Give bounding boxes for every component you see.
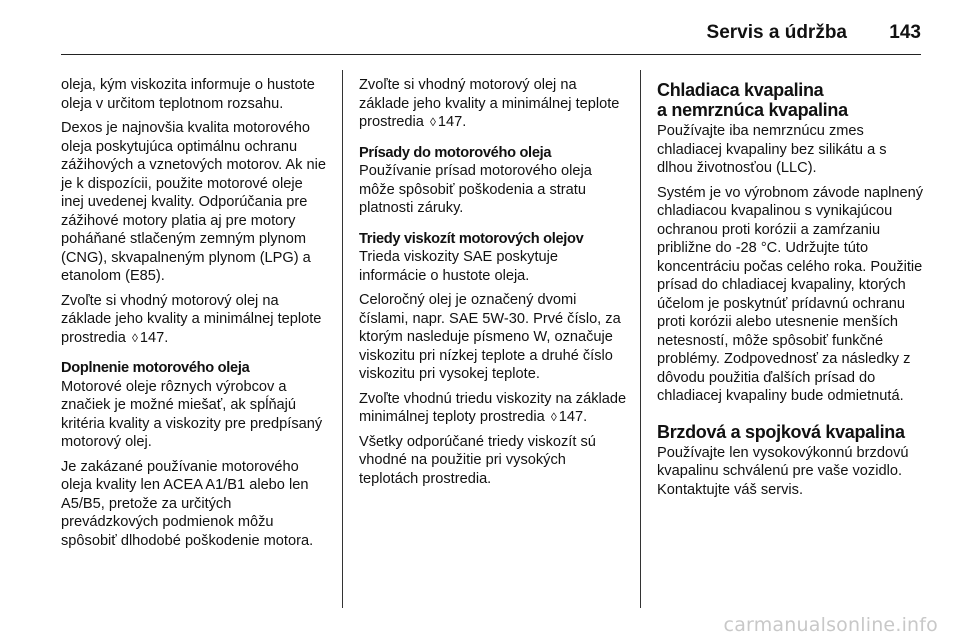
paragraph: Všetky odporúčané triedy viskozít sú vhodné na použitie pri vysokých teplotách prostredia. bbox=[359, 433, 596, 487]
page-ref[interactable]: 147. bbox=[437, 114, 467, 130]
page-ref-icon: ◊ bbox=[131, 330, 138, 345]
header-divider bbox=[61, 54, 921, 55]
page-header bbox=[0, 21, 960, 45]
column-divider-1 bbox=[342, 70, 343, 608]
page-ref-icon: ◊ bbox=[550, 410, 557, 424]
page-ref[interactable]: 147. bbox=[558, 409, 588, 425]
watermark-logo: carmanualsonline.info bbox=[723, 614, 938, 636]
paragraph: Dexos je najnovšia kvalita motorového oleja poskytujúca optimálnu ochranu zážihových a vznetových motorov. Ak nie je k dispozícii, použite motorové oleje inej uvedenej kvality. Odporúčania pre zážihové motory platia aj pre motory poháňané stlačeným zemným plynom (CNG), skvapalneným plynom (LPG) a etanolom (E85). bbox=[61, 120, 326, 284]
paragraph: Celoročný olej je označený dvomi číslami, napr. SAE 5W-30. Prvé číslo, za ktorým nasleduje písmeno W, označuje viskozitu pri nízkej teplote a druhé číslo viskozitu pri vysokej teplote. bbox=[359, 292, 621, 382]
heading-line: a nemrznúca kvapalina bbox=[657, 100, 848, 120]
paragraph: Systém je vo výrobnom závode naplnený chladiacou kvapalinou s vynikajúcou ochranou proti korózii a zamŕzaniu približne do -28 °C. Udržujte túto koncentráciu počas celého roka. Použitie prísad do chladiacej kvapaliny, ktorých účelom je poskytnúť prídavnú ochranu proti korózii alebo utesnenie menších netesností, môže spôsobiť funkčné problémy. Zodpovednosť za následky z dôvodu použitia ďalších prísad do chladiacej kvapaliny bude odmietnutá. bbox=[657, 184, 924, 404]
section-heading-coolant bbox=[657, 80, 925, 120]
page-ref[interactable]: 147. bbox=[139, 329, 169, 346]
subheading: Doplnenie motorového oleja bbox=[61, 360, 250, 376]
paragraph-text: Zvoľte si vhodný motorový olej na základe jeho kvality a minimálnej teplote prostredia bbox=[61, 292, 322, 346]
subheading: Triedy viskozít motorových olejov bbox=[359, 230, 584, 247]
paragraph: Používanie prísad motorového oleja môže spôsobiť poškodenia a stratu platnosti záruky. bbox=[359, 163, 592, 216]
paragraph-with-ref bbox=[61, 292, 329, 348]
page-number: 143 bbox=[889, 22, 921, 43]
column-1 bbox=[61, 76, 329, 556]
heading-line: Chladiaca kvapalina bbox=[657, 80, 824, 100]
section-heading-brake-fluid: Brzdová a spojková kvapalina bbox=[657, 421, 905, 442]
page-ref-icon: ◊ bbox=[429, 115, 436, 129]
subheading: Prísady do motorového oleja bbox=[359, 144, 552, 161]
paragraph-text: Zvoľte vhodnú triedu viskozity na základe minimálnej teploty prostredia bbox=[359, 390, 627, 425]
section-title: Servis a údržba bbox=[706, 22, 847, 43]
paragraph-text: Zvoľte si vhodný motorový olej na základe jeho kvality a minimálnej teplote prostredia bbox=[359, 77, 620, 130]
paragraph: Používajte iba nemrznúcu zmes chladiacej kvapaliny bez silikátu a s dlhou životnosťou (LLC). bbox=[657, 123, 887, 176]
column-divider-2 bbox=[640, 70, 641, 608]
column-2 bbox=[359, 76, 627, 494]
column-3 bbox=[657, 80, 925, 505]
paragraph: oleja, kým viskozita informuje o hustote oleja v určitom teplotnom rozsahu. bbox=[61, 77, 315, 112]
paragraph-with-ref bbox=[359, 390, 627, 427]
paragraph-with-ref bbox=[359, 76, 627, 132]
paragraph: Je zakázané používanie motorového oleja kvality len ACEA A1/B1 alebo len A5/B5, pretože za určitých prevádzkových podmienok môžu spôsobiť dlhodobé poškodenie motora. bbox=[61, 458, 314, 549]
paragraph: Trieda viskozity SAE poskytuje informácie o hustote oleja. bbox=[359, 249, 558, 284]
paragraph: Motorové oleje rôznych výrobcov a značiek je možné miešať, ak spĺňajú kritéria kvality a viskozity pre predpísaný motorový olej. bbox=[61, 378, 323, 450]
paragraph: Používajte len vysokovýkonnú brzdovú kvapalinu schválenú pre vaše vozidlo. Kontaktujte váš servis. bbox=[657, 444, 909, 498]
